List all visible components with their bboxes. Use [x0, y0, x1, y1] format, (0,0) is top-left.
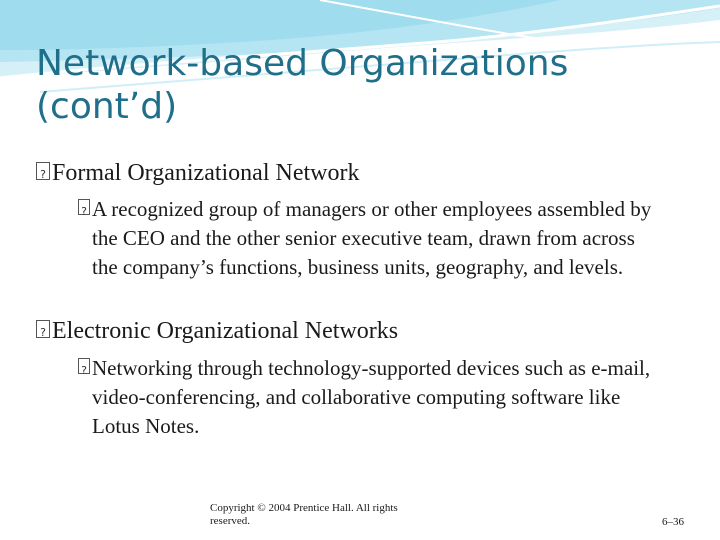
sub-bullet-formal-network: [78, 195, 660, 282]
bullet-formal-network: [36, 158, 686, 188]
page-number: 6–36: [662, 516, 684, 528]
missing-glyph-bullet-icon: [36, 320, 50, 338]
copyright-notice: Copyright © 2004 Prentice Hall. All rights reserved.: [210, 502, 398, 527]
missing-glyph-bullet-icon: [36, 162, 50, 180]
missing-glyph-bullet-icon: [78, 199, 90, 215]
slide-title: Network-based Organizations (cont’d): [36, 43, 569, 127]
bullet-text: Electronic Organizational Networks: [52, 318, 399, 344]
missing-glyph-bullet-icon: [78, 358, 90, 374]
sub-bullet-electronic-networks: [78, 354, 660, 441]
bullet-electronic-networks: [36, 316, 686, 346]
sub-bullet-text: A recognized group of managers or other employees assembled by the CEO and the other senior executive team, drawn from across the company’s functions, business units, geography, and levels.: [92, 197, 652, 279]
sub-bullet-text: Networking through technology-supported devices such as e-mail, video-conferencing, and collaborative computing software like Lotus Notes.: [92, 356, 651, 438]
bullet-text: Formal Organizational Network: [52, 160, 360, 186]
